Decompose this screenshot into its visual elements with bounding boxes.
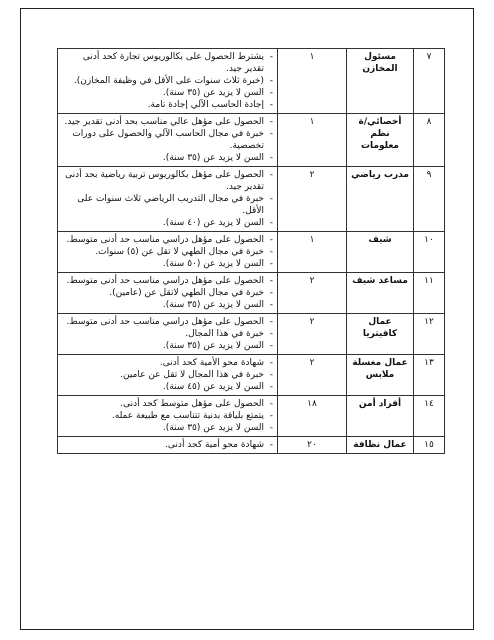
row-number: ١٣ [414, 355, 445, 396]
requirements-list [61, 439, 274, 451]
table-row [58, 314, 445, 355]
requirements-cell [58, 437, 278, 454]
row-number: ١٠ [414, 232, 445, 273]
table-row [58, 49, 445, 114]
table-row [58, 273, 445, 314]
table-row [58, 114, 445, 167]
positions-count: ٢ [278, 314, 347, 355]
row-number: ١٥ [414, 437, 445, 454]
table-row [58, 437, 445, 454]
requirement-item: - خبرة في مجال التدريب الرياضي ثلاث سنوات على الأقل. [61, 193, 264, 217]
job-title: عمال كافيتريا [347, 314, 414, 355]
requirements-cell [58, 355, 278, 396]
requirement-item: - الحصول على مؤهل دراسي مناسب حد أدنى متوسط. [61, 316, 264, 328]
table-row [58, 355, 445, 396]
requirement-item: - خبرة في مجال الطهي لا تقل عن (٥) سنوات. [61, 246, 264, 258]
positions-count: ١٨ [278, 396, 347, 437]
positions-count: ٢ [278, 355, 347, 396]
job-title: مساعد شيف [347, 273, 414, 314]
row-number: ١٤ [414, 396, 445, 437]
job-title: عمال مغسلة ملابس [347, 355, 414, 396]
requirements-list [61, 234, 274, 270]
requirement-item: - الحصول على مؤهل دراسي مناسب حد أدنى متوسط. [61, 234, 264, 246]
requirement-item: - السن لا يزيد عن (٣٥ سنة). [61, 340, 264, 352]
requirements-cell [58, 232, 278, 273]
requirement-item: - السن لا يزيد عن (٥٠ سنة). [61, 258, 264, 270]
job-title: مدرب رياضي [347, 167, 414, 232]
positions-count: ٢ [278, 273, 347, 314]
jobs-table [57, 48, 445, 454]
row-number: ٨ [414, 114, 445, 167]
table-row [58, 396, 445, 437]
requirements-list [61, 398, 274, 434]
positions-count: ١ [278, 232, 347, 273]
requirement-item: - خبرة في مجال الحاسب الآلي والحصول على دورات تخصصية. [61, 128, 264, 152]
requirement-item: - خبرة في هذا المجال. [61, 328, 264, 340]
requirement-item: - الحصول على مؤهل بكالوريوس تربية رياضية بحد أدنى تقدير جيد. [61, 169, 264, 193]
positions-count: ٢٠ [278, 437, 347, 454]
requirements-list [61, 275, 274, 311]
requirements-cell [58, 314, 278, 355]
row-number: ١١ [414, 273, 445, 314]
requirements-cell [58, 273, 278, 314]
requirement-item: - السن لا يزيد عن (٤٠ سنة). [61, 217, 264, 229]
requirements-list [61, 316, 274, 352]
requirement-item: - السن لا يزيد عن (٣٥ سنة). [61, 299, 264, 311]
jobs-table-body [58, 49, 445, 454]
job-title: أخصائي/ة نظم معلومات [347, 114, 414, 167]
table-row [58, 232, 445, 273]
requirements-list [61, 51, 274, 111]
requirement-item: - السن لا يزيد عن (٤٥ سنة). [61, 381, 264, 393]
requirements-list [61, 357, 274, 393]
requirements-list [61, 169, 274, 229]
requirement-item: - يتمتع بلياقة بدنية تتناسب مع طبيعة عمله. [61, 410, 264, 422]
positions-count: ١ [278, 49, 347, 114]
row-number: ١٢ [414, 314, 445, 355]
requirement-item: - خبرة في هذا المجال لا تقل عن عامين. [61, 369, 264, 381]
requirement-item: - خبرة في مجال الطهي لاتقل عن (عامين). [61, 287, 264, 299]
requirements-list [61, 116, 274, 164]
requirement-item: - شهادة محو أمية كحد أدنى. [61, 439, 264, 451]
positions-count: ١ [278, 114, 347, 167]
job-title: شيف [347, 232, 414, 273]
requirement-item: - السن لا يزيد عن (٣٥ سنة). [61, 152, 264, 164]
requirement-item: - الحصول على مؤهل عالي مناسب بحد أدنى تقدير جيد. [61, 116, 264, 128]
requirement-item: - السن لا يزيد عن (٣٥ سنة). [61, 422, 264, 434]
requirement-item: - السن لا يزيد عن (٣٥ سنة). [61, 87, 264, 99]
requirement-item: - الحصول على مؤهل متوسط كحد أدنى. [61, 398, 264, 410]
positions-count: ٢ [278, 167, 347, 232]
row-number: ٧ [414, 49, 445, 114]
requirement-item: - الحصول على مؤهل دراسي مناسب حد أدنى متوسط. [61, 275, 264, 287]
requirement-item: - شهادة محو الأمية كحد أدنى. [61, 357, 264, 369]
row-number: ٩ [414, 167, 445, 232]
requirement-item: - إجادة الحاسب الآلي إجادة تامة. [61, 99, 264, 111]
job-title: مسئول المخازن [347, 49, 414, 114]
table-row [58, 167, 445, 232]
requirement-item: - يشترط الحصول على بكالوريوس تجارة كحد أدنى تقدير جيد. [61, 51, 264, 75]
requirement-item: - (خبرة ثلاث سنوات على الأقل في وظيفة المخازن). [61, 75, 264, 87]
job-title: أفراد أمن [347, 396, 414, 437]
requirements-cell [58, 114, 278, 167]
requirements-cell [58, 49, 278, 114]
job-title: عمال نظافة [347, 437, 414, 454]
requirements-cell [58, 167, 278, 232]
requirements-cell [58, 396, 278, 437]
